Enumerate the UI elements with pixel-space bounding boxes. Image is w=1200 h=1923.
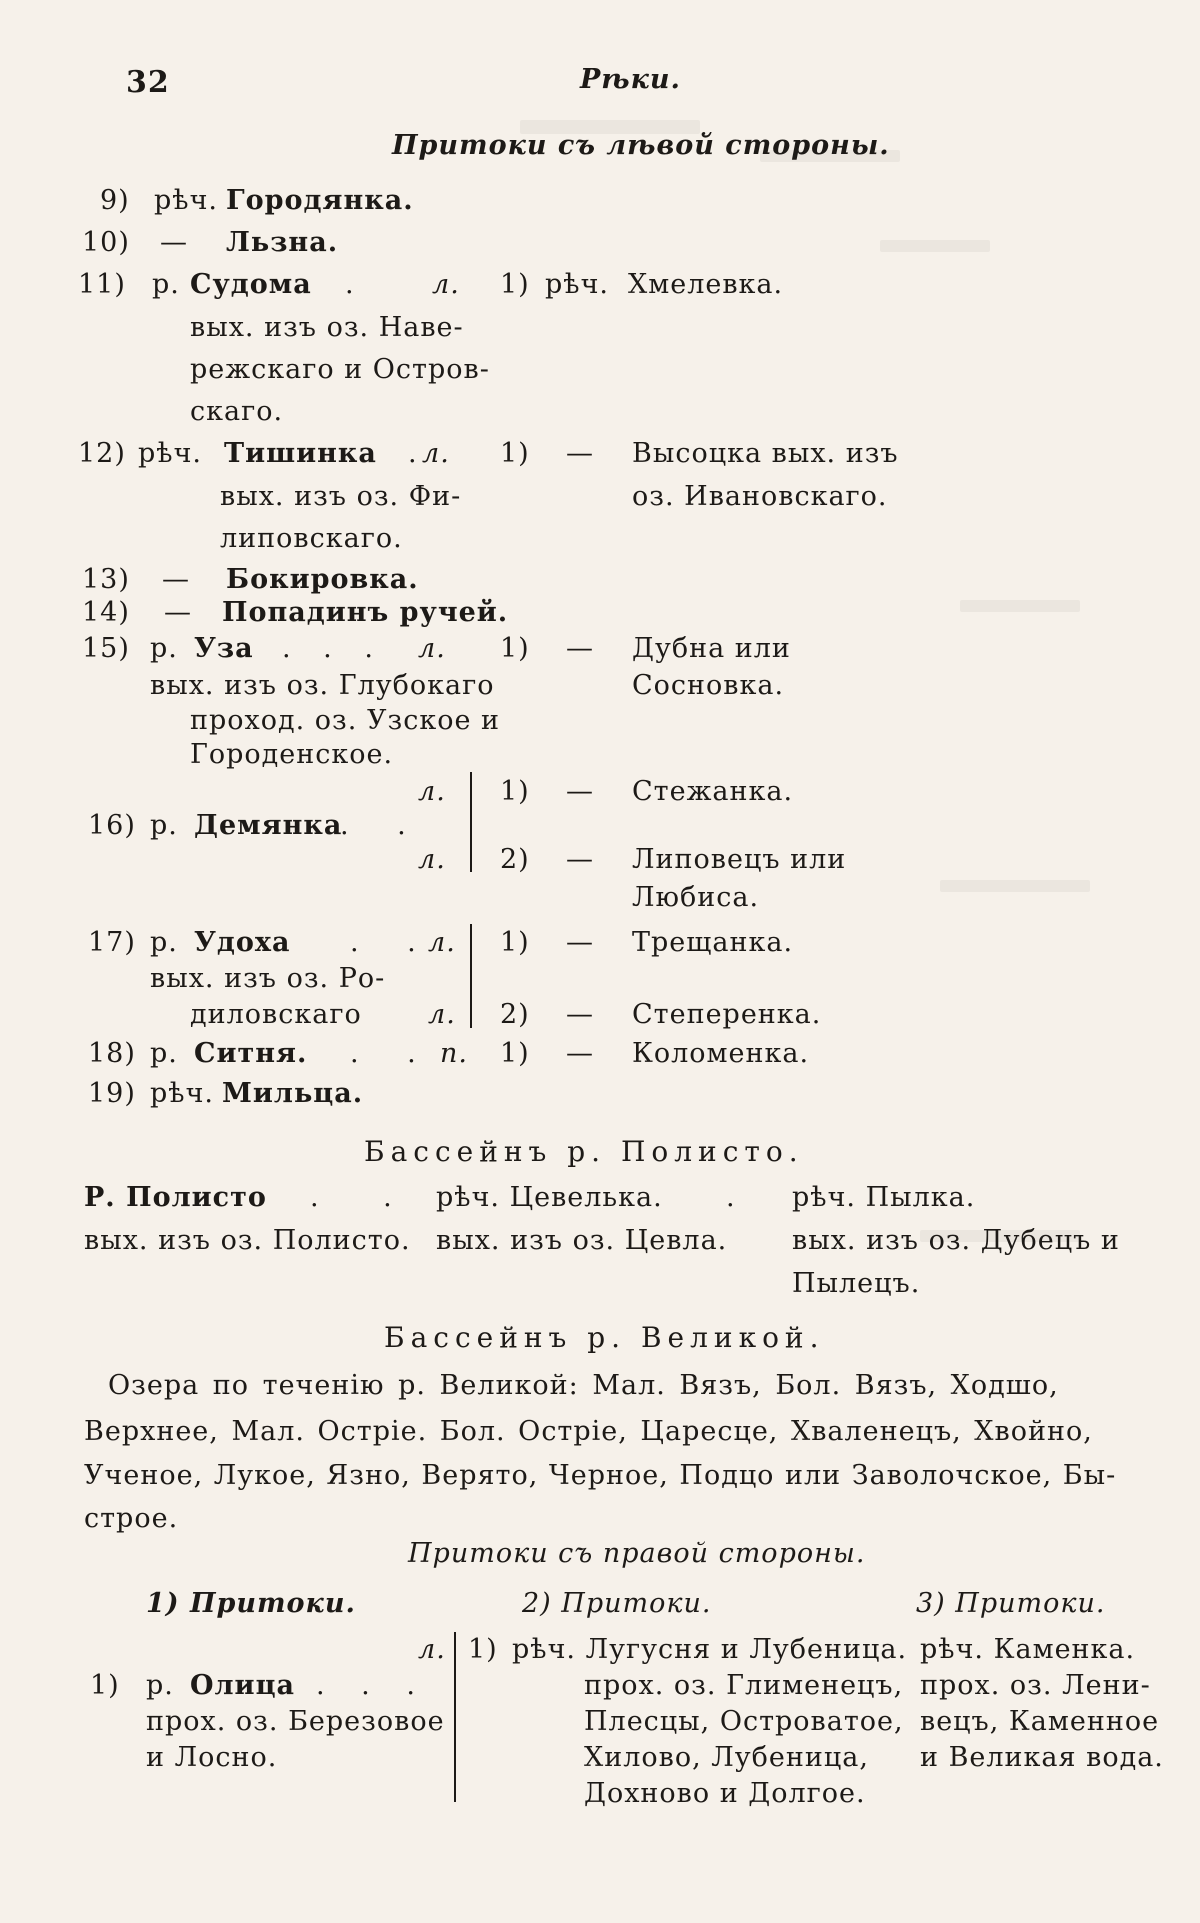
river-name: Бокировка. bbox=[226, 564, 419, 595]
tributary-dash: — bbox=[566, 633, 594, 664]
brace bbox=[454, 1632, 456, 1802]
river-type: рѣч. bbox=[150, 1078, 214, 1109]
bleed-through bbox=[960, 600, 1080, 612]
tributary-num: 1) bbox=[500, 633, 530, 664]
row-num: 17) bbox=[88, 927, 136, 958]
section-subheading: Притоки съ правой стороны. bbox=[408, 1538, 866, 1569]
tributary-num: 1) bbox=[500, 269, 530, 300]
basin-col3-line1: рѣч. Пылка. bbox=[792, 1182, 976, 1213]
river-detail: липовскаго. bbox=[220, 523, 403, 554]
basin-col3-line2: вых. изъ оз. Дубецъ и bbox=[792, 1225, 1120, 1256]
tributary-name-cont: оз. Ивановскаго. bbox=[632, 481, 888, 512]
leader-dots: . . bbox=[350, 927, 436, 958]
river-type: р. bbox=[150, 927, 178, 958]
column-header: 2) Притоки. bbox=[522, 1588, 712, 1619]
tributary-name: Липовецъ или bbox=[632, 844, 847, 875]
tributary-name: Степеренка. bbox=[632, 999, 822, 1030]
tributary-line: вецъ, Каменное bbox=[920, 1706, 1160, 1737]
tributary-line: прох. оз. Глименецъ, bbox=[584, 1670, 904, 1701]
river-type: р. bbox=[152, 269, 180, 300]
tributary-type: рѣч. bbox=[545, 269, 609, 300]
basin-col1-line1: Р. Полисто bbox=[84, 1182, 267, 1213]
tributary-line: и Великая вода. bbox=[920, 1742, 1164, 1773]
river-detail: режскаго и Остров- bbox=[190, 354, 490, 385]
tributary-line: прох. оз. Лени- bbox=[920, 1670, 1151, 1701]
column-header: 1) Притоки. bbox=[146, 1588, 356, 1619]
leader-dots: . . bbox=[310, 1182, 420, 1213]
river-type: — bbox=[162, 564, 190, 595]
tributary-line: Хилово, Лубеница, bbox=[584, 1742, 869, 1773]
row-num: 16) bbox=[88, 810, 136, 841]
bleed-through bbox=[940, 880, 1090, 892]
river-detail: скаго. bbox=[190, 396, 284, 427]
leader-dots: . bbox=[345, 269, 355, 300]
brace bbox=[470, 772, 472, 872]
tributary-dash: — bbox=[566, 844, 594, 875]
lakes-line: Верхнее, Мал. Остріе. Бол. Остріе, Царесце, Хваленецъ, Хвойно, bbox=[84, 1416, 1093, 1447]
river-detail: вых. изъ оз. Ро- bbox=[150, 963, 386, 994]
side-mark: л. bbox=[418, 776, 446, 807]
river-type: р. bbox=[146, 1670, 174, 1701]
river-name: Льзна. bbox=[226, 227, 339, 258]
river-detail: прох. оз. Березовое bbox=[146, 1706, 445, 1737]
row-num: 15) bbox=[82, 633, 130, 664]
row-num: 9) bbox=[100, 185, 130, 216]
tributary-dash: — bbox=[566, 1038, 594, 1069]
river-name: Ситня. bbox=[194, 1038, 308, 1069]
lakes-line: Ученое, Лукое, Язно, Верято, Черное, Подцо или Заволочское, Бы- bbox=[84, 1460, 1117, 1491]
river-type: р. bbox=[150, 1038, 178, 1069]
column-header: 3) Притоки. bbox=[916, 1588, 1106, 1619]
side-mark: л. bbox=[428, 999, 456, 1030]
river-detail: и Лосно. bbox=[146, 1742, 278, 1773]
side-mark: л. bbox=[422, 438, 450, 469]
river-detail: Городенское. bbox=[190, 739, 394, 770]
lakes-line: Озера по теченію р. Великой: Мал. Вязъ, Бол. Вязъ, Ходшо, bbox=[108, 1370, 1059, 1401]
bleed-through bbox=[880, 240, 990, 252]
river-name: Судома bbox=[190, 269, 312, 300]
river-type: р. bbox=[150, 810, 178, 841]
leader-dots: . . . bbox=[316, 1670, 429, 1701]
tributary-name: Коломенка. bbox=[632, 1038, 810, 1069]
tributary-line: Дохново и Долгое. bbox=[584, 1778, 866, 1809]
leader-dots: . . bbox=[350, 1038, 436, 1069]
river-detail: проход. оз. Узское и bbox=[190, 705, 500, 736]
basin-heading: Бассейнъ р. Полисто. bbox=[364, 1135, 804, 1168]
row-num: 12) bbox=[78, 438, 126, 469]
tributary-num: 1) bbox=[500, 776, 530, 807]
side-mark: л. bbox=[418, 844, 446, 875]
tributary-name: Хмелевка. bbox=[628, 269, 784, 300]
row-num: 14) bbox=[82, 597, 130, 628]
river-name: Попадинъ ручей. bbox=[222, 597, 509, 628]
tributary-num: 2) bbox=[500, 999, 530, 1030]
river-detail: вых. изъ оз. Наве- bbox=[190, 312, 464, 343]
river-name: Уза bbox=[194, 633, 254, 664]
river-detail: вых. изъ оз. Фи- bbox=[220, 481, 462, 512]
side-mark: п. bbox=[440, 1038, 468, 1069]
river-type: рѣч. bbox=[138, 438, 202, 469]
basin-heading: Бассейнъ р. Великой. bbox=[384, 1321, 825, 1354]
tributary-name-cont: Любиса. bbox=[632, 882, 760, 913]
row-num: 19) bbox=[88, 1078, 136, 1109]
tributary-dash: — bbox=[566, 438, 594, 469]
tributary-num: 1) bbox=[500, 438, 530, 469]
tributary-num: 2) bbox=[500, 844, 530, 875]
river-name: Тишинка bbox=[224, 438, 377, 469]
page-number: 32 bbox=[126, 65, 170, 100]
tributary-name: Стежанка. bbox=[632, 776, 794, 807]
river-name: Олица bbox=[190, 1670, 296, 1701]
tributary-num: 1) bbox=[468, 1634, 498, 1665]
tributary-name: Дубна или bbox=[632, 633, 791, 664]
tributary-line: Плесцы, Островатое, bbox=[584, 1706, 904, 1737]
running-title: Рѣки. bbox=[580, 64, 681, 95]
tributary-dash: — bbox=[566, 999, 594, 1030]
tributary-num: 1) bbox=[500, 1038, 530, 1069]
river-name: Городянка. bbox=[226, 185, 414, 216]
river-detail: диловскаго bbox=[190, 999, 362, 1030]
basin-col1-line2: вых. изъ оз. Полисто. bbox=[84, 1225, 411, 1256]
row-num: 11) bbox=[78, 269, 126, 300]
tributary-name-cont: Сосновка. bbox=[632, 670, 785, 701]
river-type: рѣч. bbox=[154, 185, 218, 216]
tributary-name: Трещанка. bbox=[632, 927, 794, 958]
row-num: 1) bbox=[90, 1670, 120, 1701]
river-type: р. bbox=[150, 633, 178, 664]
brace bbox=[470, 924, 472, 1028]
leader-dots: . bbox=[726, 1182, 736, 1213]
river-name: Мильца. bbox=[222, 1078, 364, 1109]
tributary-dash: — bbox=[566, 776, 594, 807]
tributary-line: рѣч. Каменка. bbox=[920, 1634, 1136, 1665]
side-mark: л. bbox=[428, 927, 456, 958]
leader-dots: . . . bbox=[282, 633, 385, 664]
row-num: 10) bbox=[82, 227, 130, 258]
leader-dots: . bbox=[408, 438, 418, 469]
basin-col2-line2: вых. изъ оз. Цевла. bbox=[436, 1225, 728, 1256]
lakes-line: строе. bbox=[84, 1503, 179, 1534]
tributary-dash: — bbox=[566, 927, 594, 958]
river-type: — bbox=[164, 597, 192, 628]
tributary-num: 1) bbox=[500, 927, 530, 958]
river-detail: вых. изъ оз. Глубокаго bbox=[150, 670, 495, 701]
leader-dots: . . bbox=[340, 810, 426, 841]
river-name: Удоха bbox=[194, 927, 291, 958]
side-mark: л. bbox=[432, 269, 460, 300]
row-num: 13) bbox=[82, 564, 130, 595]
side-mark: л. bbox=[418, 633, 446, 664]
river-type: — bbox=[160, 227, 188, 258]
side-mark: л. bbox=[418, 1634, 446, 1665]
river-name: Демянка bbox=[194, 810, 343, 841]
section-heading: Притоки съ лѣвой стороны. bbox=[392, 130, 890, 161]
tributary-line: рѣч. Лугусня и Лубеница. bbox=[512, 1634, 908, 1665]
row-num: 18) bbox=[88, 1038, 136, 1069]
basin-col3-line3: Пылецъ. bbox=[792, 1268, 921, 1299]
tributary-name: Высоцка вых. изъ bbox=[632, 438, 899, 469]
basin-col2-line1: рѣч. Цевелька. bbox=[436, 1182, 663, 1213]
